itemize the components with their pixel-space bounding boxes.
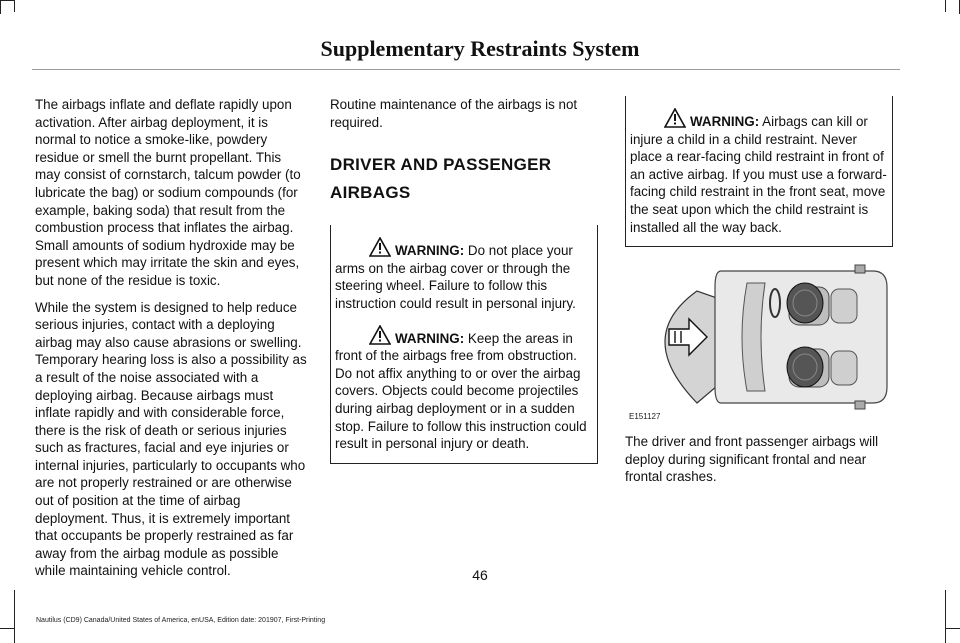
airbag-illustration bbox=[625, 257, 893, 427]
page-title: Supplementary Restraints System bbox=[320, 36, 640, 61]
warning-text bbox=[630, 108, 892, 236]
warning-triangle-icon bbox=[369, 325, 391, 345]
crop-mark bbox=[946, 628, 960, 629]
crop-mark bbox=[14, 590, 15, 643]
crop-mark bbox=[0, 0, 1, 14]
warning-label: WARNING: bbox=[395, 330, 465, 346]
crop-mark bbox=[0, 0, 14, 1]
section-heading bbox=[330, 151, 598, 207]
warning-label: WARNING: bbox=[395, 243, 465, 259]
warning-text bbox=[335, 237, 597, 312]
warning-box bbox=[625, 96, 893, 247]
warning-triangle-icon bbox=[664, 108, 686, 128]
warning-triangle-icon bbox=[369, 237, 391, 257]
car-airbag-diagram-icon bbox=[625, 257, 893, 417]
warning-body: Do not place your arms on the airbag cover or through the steering wheel. Failure to follow this instruction could result in personal injury. bbox=[335, 243, 576, 311]
figure-code: E151127 bbox=[629, 411, 661, 421]
crop-mark bbox=[0, 628, 14, 629]
footer-text: Nautilus (CD9) Canada/United States of America, enUSA, Edition date: 201907, First-Printing bbox=[36, 617, 326, 624]
heading-line: AIRBAGS bbox=[330, 183, 411, 203]
paragraph: The airbags inflate and deflate rapidly upon activation. After airbag deployment, it is normal to notice a smoke-like, powdery residue or smell the burnt propellant. This may consist of cornstarch, talcum powder (to lubricate the bag) or sodium compounds (for example, baking soda) that result from the combustion process that inflates the airbag. Small amounts of sodium hydroxide may be present which may irritate the skin and eyes, but none of the residue is toxic. bbox=[35, 97, 301, 288]
warning-body: Keep the areas in front of the airbags free from obstruction. Do not affix anything to or over the airbag covers. Objects could become projectiles during airbag deployment or in a sudden stop. Failure to follow this instruction could result in personal injury or death. bbox=[335, 330, 587, 452]
column-3 bbox=[625, 96, 893, 495]
page-number: 46 bbox=[472, 567, 488, 583]
warning-box bbox=[330, 225, 598, 464]
paragraph: While the system is designed to help reduce serious injuries, contact with a deploying airbag may also cause abrasions or swelling. Temporary hearing loss is also a possibility as a result of the noise associated with a deploying airbag. Because airbags must inflate rapidly and with considerable force, there is the risk of death or serious injuries such as fractures, facial and eye injuries or internal injuries, particularly to occupants who are not properly restrained or are otherwise out of position at the time of airbag deployment. Thus, it is extremely important that occupants be properly restrained as far away from the airbag module as possible while maintaining vehicle control. bbox=[35, 299, 307, 579]
heading-line: DRIVER AND PASSENGER bbox=[330, 155, 552, 175]
column-2 bbox=[330, 96, 598, 464]
column-1 bbox=[35, 96, 307, 589]
warning-body: Airbags can kill or injure a child in a child restraint. Never place a rear-facing child restraint in front of an active airbag. If you must use a forward-facing child restraint in the front seat, move the seat upon which the child restraint is installed all the way back. bbox=[630, 114, 887, 235]
figure-caption: The driver and front passenger airbags will deploy during significant frontal and near frontal crashes. bbox=[625, 434, 879, 485]
warning-text bbox=[335, 325, 597, 453]
crop-mark bbox=[945, 0, 946, 12]
warning-label: WARNING: bbox=[690, 114, 760, 129]
crop-mark bbox=[14, 0, 15, 12]
crop-mark bbox=[945, 590, 946, 643]
header-divider bbox=[32, 69, 900, 70]
paragraph: Routine maintenance of the airbags is not required. bbox=[330, 97, 578, 130]
